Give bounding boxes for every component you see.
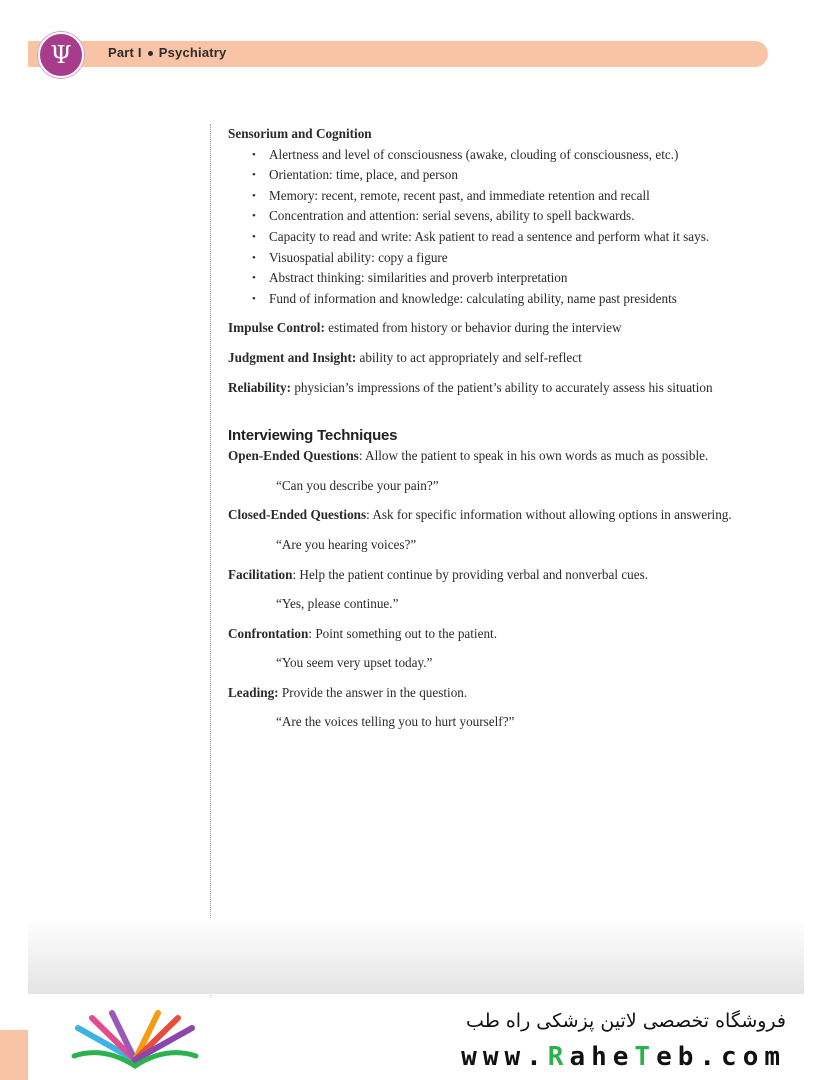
technique-text: : Help the patient continue by providing verbal and nonverbal cues. xyxy=(292,566,649,582)
page-tab xyxy=(0,1030,28,1080)
list-item: • Memory: recent, remote, recent past, and immediate retention and recall xyxy=(228,186,788,207)
sensorium-heading: Sensorium and Cognition xyxy=(228,126,372,141)
psi-symbol: Ψ xyxy=(50,41,72,69)
term-text: ability to act appropriately and self-reflect xyxy=(356,349,582,365)
term-label: Reliability: xyxy=(228,379,292,395)
term-impulse-control xyxy=(228,318,788,339)
term-judgment-insight xyxy=(228,348,788,369)
term-label: Judgment and Insight: xyxy=(228,349,357,365)
technique-example: “Yes, please continue.” xyxy=(276,596,399,612)
technique-label: Confrontation xyxy=(228,625,309,641)
list-item: • Fund of information and knowledge: calculating ability, name past presidents xyxy=(228,289,788,310)
technique-label: Closed-Ended Questions xyxy=(228,507,367,523)
technique-facilitation xyxy=(228,565,788,586)
interviewing-heading: Interviewing Techniques xyxy=(228,427,398,445)
term-reliability xyxy=(228,378,788,399)
technique-open-ended xyxy=(228,446,788,467)
technique-text: Provide the answer in the question. xyxy=(278,684,468,700)
watermark-persian: فروشگاه تخصصی لاتین پزشکی راه طب xyxy=(466,1010,786,1032)
url-part: R xyxy=(547,1042,570,1072)
list-item: • Capacity to read and write: Ask patient to read a sentence and perform what it says. xyxy=(228,227,788,248)
technique-example: “You seem very upset today.” xyxy=(276,655,433,671)
technique-label: Open-Ended Questions xyxy=(228,448,359,464)
watermark-url xyxy=(461,1042,786,1072)
psi-icon xyxy=(38,32,84,78)
url-part: ahe xyxy=(569,1042,635,1072)
bullet-dot-icon xyxy=(148,51,153,56)
term-text: physician’s impressions of the patient’s ability to accurately assess his situation xyxy=(291,379,713,395)
technique-example: “Can you describe your pain?” xyxy=(276,477,439,493)
margin-rule xyxy=(210,124,211,996)
technique-confrontation xyxy=(228,624,788,645)
technique-text: : Ask for specific information without allowing options in answering. xyxy=(366,507,732,523)
url-part: eb.com xyxy=(656,1042,786,1072)
sensorium-list xyxy=(228,145,788,310)
list-item: • Alertness and level of consciousness (awake, clouding of consciousness, etc.) xyxy=(228,145,788,166)
list-item: • Concentration and attention: serial sevens, ability to spell backwards. xyxy=(228,206,788,227)
header-section: Psychiatry xyxy=(158,45,227,60)
list-item: • Orientation: time, place, and person xyxy=(228,165,788,186)
list-item: • Visuospatial ability: copy a figure xyxy=(228,248,788,269)
term-text: estimated from history or behavior during the interview xyxy=(324,320,622,336)
open-book-logo xyxy=(70,1010,200,1072)
technique-closed-ended xyxy=(228,505,788,526)
technique-text: : Point something out to the patient. xyxy=(308,625,498,641)
list-item: • Abstract thinking: similarities and proverb interpretation xyxy=(228,268,788,289)
url-part: www. xyxy=(461,1042,548,1072)
technique-label: Facilitation xyxy=(228,566,293,582)
term-label: Impulse Control: xyxy=(228,320,325,336)
header-part: Part I xyxy=(108,45,142,60)
bottom-shade xyxy=(28,918,804,994)
technique-text: : Allow the patient to speak in his own words as much as possible. xyxy=(358,448,709,464)
page-body xyxy=(228,124,788,733)
technique-example: “Are you hearing voices?” xyxy=(276,536,417,552)
url-part: T xyxy=(634,1042,657,1072)
technique-example: “Are the voices telling you to hurt yourself?” xyxy=(276,714,515,730)
technique-leading xyxy=(228,683,788,704)
running-header xyxy=(108,45,226,60)
technique-label: Leading: xyxy=(228,684,279,700)
